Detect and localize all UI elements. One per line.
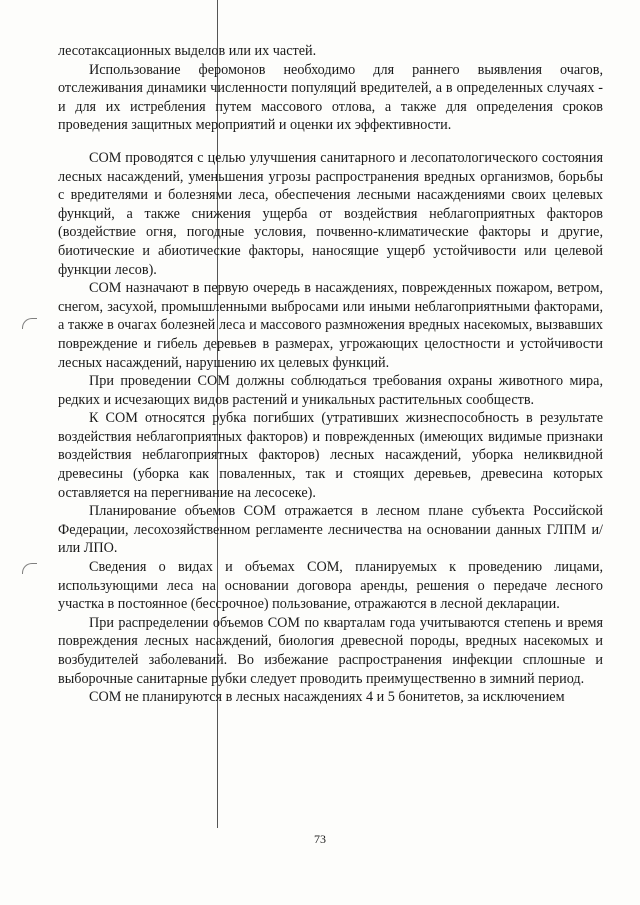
paragraph-som-assignment: СОМ назначают в первую очередь в насаждениях, поврежденных пожаром, ветром, снегом, засухой, промышленными выбросами или иными неблагоприятными факторами, а также в очагах болезней леса и массового размножения вредных насекомых, вызвавших повреждение и гибель деревьев в размерах, угрожающих целостности и устойчивости лесных насаждений, нарушению их целевых функций. <box>58 280 603 371</box>
paragraph-declaration: Сведения о видах и объемах СОМ, планируемых к проведению лицами, использующими леса на основании договора аренды, решения о передаче лесного участка в постоянное (бессрочное) пользование, отражаются в лесной декларации. <box>58 559 603 613</box>
paragraph-pheromones: Использование феромонов необходимо для раннего выявления очагов, отслеживания динамики численности популяций вредителей, а в определенных случаях - и для их истребления путем массового отлова, а также для определения сроков проведения защитных мероприятий и оценки их эффективности. <box>58 61 603 134</box>
margin-hole-mark <box>22 318 37 329</box>
paragraph-planning: Планирование объемов СОМ отражается в лесном плане субъекта Российской Федерации, лесохозяйственном регламенте лесничества на основании данных ГЛПМ и/или ЛПО. <box>58 503 603 557</box>
paragraph-wildlife-protection: При проведении СОМ должны соблюдаться требования охраны животного мира, редких и исчезающих видов растений и уникальных растительных сообществ. <box>58 373 603 408</box>
paragraph-continuation: лесотаксационных выделов или их частей. <box>58 43 317 59</box>
document-body <box>58 42 603 707</box>
margin-hole-mark <box>22 563 37 574</box>
paragraph-som-purpose: СОМ проводятся с целью улучшения санитарного и лесопатологического состояния лесных насаждений, уменьшения угрозы распространения вредных организмов, борьбы с вредителями и болезнями леса, обеспечения лесными насаждениями своих целевых функций, а также снижения ущерба от воздействия неблагоприятных факторов (воздействие огня, погодные условия, почвенно-климатические факторы и другие, биотические и абиотические факторы, наносящие ущерб устойчивости или целевой функции лесов). <box>58 149 603 278</box>
paragraph-som-includes: К СОМ относятся рубка погибших (утративших жизнеспособность в результате воздействия неблагоприятных факторов) и поврежденных (имеющих видимые признаки воздействия неблагоприятных факторов) лесных насаждений, уборка неликвидной древесины (уборка как поваленных, так и стоящих деревьев, древесина которых оставляется на перегнивание на лесосеке). <box>58 410 603 501</box>
paragraph-quarterly-distribution: При распределении объемов СОМ по кварталам года учитываются степень и время повреждения лесных насаждений, биология древесной породы, вредных насекомых и возбудителей заболеваний. Во избежание распространения инфекции сплошные и выборочные санитарные рубки следует проводить преимущественно в зимний период. <box>58 614 603 687</box>
paragraph-bonitet-exclusion: СОМ не планируются в лесных насаждениях 4 и 5 бонитетов, за исключением <box>89 689 565 706</box>
page-number: 73 <box>314 832 326 846</box>
